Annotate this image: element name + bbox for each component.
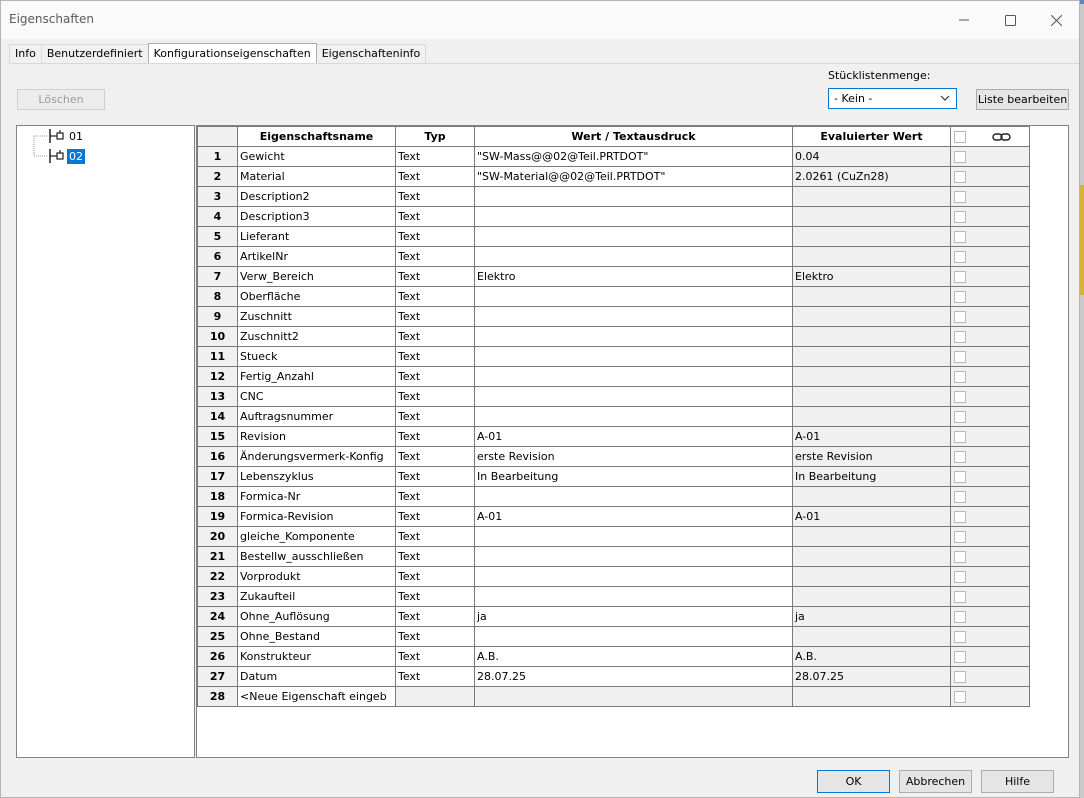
cell-value[interactable]: A-01: [475, 427, 793, 447]
table-row[interactable]: [198, 487, 1030, 507]
row-number: 4: [198, 207, 238, 227]
row-number: 25: [198, 627, 238, 647]
cell-evaluated: [793, 227, 951, 247]
link-checkbox[interactable]: [954, 191, 966, 203]
cell-value[interactable]: A.B.: [475, 647, 793, 667]
cell-link: [951, 647, 1030, 667]
cell-value[interactable]: [475, 327, 793, 347]
cell-type[interactable]: Text: [396, 527, 475, 547]
cell-link: [951, 527, 1030, 547]
cell-value[interactable]: A-01: [475, 507, 793, 527]
link-checkbox[interactable]: [954, 411, 966, 423]
cell-value[interactable]: ja: [475, 607, 793, 627]
cell-property-name[interactable]: Formica-Nr: [238, 487, 396, 507]
cell-type[interactable]: Text: [396, 287, 475, 307]
link-checkbox[interactable]: [954, 351, 966, 363]
cell-value[interactable]: [475, 407, 793, 427]
maximize-icon[interactable]: [987, 1, 1033, 39]
cell-property-name[interactable]: Gewicht: [238, 147, 396, 167]
row-number: 23: [198, 587, 238, 607]
cell-value[interactable]: [475, 247, 793, 267]
table-row[interactable]: [198, 367, 1030, 387]
cell-type[interactable]: [396, 687, 475, 707]
link-checkbox[interactable]: [954, 171, 966, 183]
help-button[interactable]: Hilfe: [981, 770, 1054, 793]
cell-type[interactable]: Text: [396, 667, 475, 687]
cell-property-name[interactable]: Vorprodukt: [238, 567, 396, 587]
configuration-tree: [16, 125, 195, 758]
cell-evaluated: [793, 407, 951, 427]
cell-value[interactable]: [475, 567, 793, 587]
row-number: 28: [198, 687, 238, 707]
edit-list-button[interactable]: Liste bearbeiten: [976, 89, 1069, 110]
table-row[interactable]: [198, 667, 1030, 687]
cell-type[interactable]: Text: [396, 647, 475, 667]
link-checkbox[interactable]: [954, 311, 966, 323]
cell-property-name[interactable]: Zuschnitt2: [238, 327, 396, 347]
cell-type[interactable]: Text: [396, 247, 475, 267]
cell-value[interactable]: erste Revision: [475, 447, 793, 467]
cell-evaluated: In Bearbeitung: [793, 467, 951, 487]
cell-evaluated: [793, 327, 951, 347]
row-number: 13: [198, 387, 238, 407]
cell-property-name[interactable]: Lebenszyklus: [238, 467, 396, 487]
row-number: 15: [198, 427, 238, 447]
link-checkbox[interactable]: [954, 371, 966, 383]
cell-value[interactable]: [475, 367, 793, 387]
header-type[interactable]: Typ: [396, 127, 475, 147]
link-checkbox[interactable]: [954, 691, 966, 703]
cell-type[interactable]: Text: [396, 487, 475, 507]
table-row[interactable]: [198, 247, 1030, 267]
cell-evaluated: A.B.: [793, 647, 951, 667]
cell-property-name[interactable]: Material: [238, 167, 396, 187]
cell-value[interactable]: [475, 287, 793, 307]
table-row[interactable]: [198, 607, 1030, 627]
cell-property-name[interactable]: Änderungsvermerk-Konfig: [238, 447, 396, 467]
table-row[interactable]: [198, 467, 1030, 487]
row-number: 20: [198, 527, 238, 547]
tab-benutzerdefiniert[interactable]: Benutzerdefiniert: [41, 44, 149, 64]
cell-property-name[interactable]: Description3: [238, 207, 396, 227]
cell-type[interactable]: Text: [396, 467, 475, 487]
tree-item-label: 01: [69, 129, 83, 143]
window-controls: [941, 1, 1079, 39]
link-icon: [992, 131, 1012, 143]
cell-type[interactable]: Text: [396, 547, 475, 567]
link-checkbox[interactable]: [954, 571, 966, 583]
cell-value[interactable]: [475, 307, 793, 327]
row-number: 24: [198, 607, 238, 627]
properties-table: [197, 126, 1030, 707]
cell-property-name[interactable]: Description2: [238, 187, 396, 207]
cell-link: [951, 627, 1030, 647]
row-number: 10: [198, 327, 238, 347]
link-checkbox[interactable]: [954, 611, 966, 623]
header-link: [951, 127, 1030, 147]
cell-link: [951, 567, 1030, 587]
cell-link: [951, 507, 1030, 527]
cell-property-name[interactable]: Fertig_Anzahl: [238, 367, 396, 387]
cell-link: [951, 667, 1030, 687]
row-number: 14: [198, 407, 238, 427]
cell-type[interactable]: Text: [396, 227, 475, 247]
table-row[interactable]: [198, 587, 1030, 607]
row-number: 7: [198, 267, 238, 287]
cell-value[interactable]: [475, 347, 793, 367]
cell-type[interactable]: Text: [396, 587, 475, 607]
grid-corner: [198, 127, 238, 147]
cell-property-name[interactable]: Bestellw_ausschließen: [238, 547, 396, 567]
row-number: 27: [198, 667, 238, 687]
cell-link: [951, 187, 1030, 207]
row-number: 17: [198, 467, 238, 487]
cell-evaluated: [793, 567, 951, 587]
tab-info[interactable]: Info: [9, 44, 42, 64]
tree-item-01[interactable]: [47, 128, 85, 144]
tree-item-02[interactable]: [47, 148, 85, 164]
cell-type[interactable]: Text: [396, 207, 475, 227]
link-checkbox[interactable]: [954, 471, 966, 483]
cell-link: [951, 227, 1030, 247]
cell-evaluated: [793, 587, 951, 607]
header-property-name[interactable]: Eigenschaftsname: [238, 127, 396, 147]
tab-eigenschafteninfo[interactable]: Eigenschafteninfo: [316, 44, 427, 64]
properties-grid: [196, 125, 1069, 758]
cell-value[interactable]: "SW-Material@@02@Teil.PRTDOT": [475, 167, 793, 187]
cell-type[interactable]: Text: [396, 607, 475, 627]
row-number: 9: [198, 307, 238, 327]
header-evaluated[interactable]: Evaluierter Wert: [793, 127, 951, 147]
row-number: 18: [198, 487, 238, 507]
cell-link: [951, 487, 1030, 507]
link-checkbox[interactable]: [954, 431, 966, 443]
cell-property-name[interactable]: Zuschnitt: [238, 307, 396, 327]
select-all-checkbox[interactable]: [954, 131, 966, 143]
table-row[interactable]: [198, 647, 1030, 667]
cell-link: [951, 347, 1030, 367]
bom-quantity-label: Stücklistenmenge:: [828, 69, 931, 82]
cell-evaluated: [793, 367, 951, 387]
close-icon[interactable]: [1033, 1, 1079, 39]
cell-value[interactable]: [475, 627, 793, 647]
cell-property-name[interactable]: Formica-Revision: [238, 507, 396, 527]
cell-type[interactable]: Text: [396, 407, 475, 427]
cell-type[interactable]: Text: [396, 147, 475, 167]
grid-header-row: [198, 127, 1030, 147]
tab-konfigurationseigenschaften[interactable]: Konfigurationseigenschaften: [148, 43, 317, 64]
cell-value[interactable]: [475, 387, 793, 407]
cell-evaluated: [793, 307, 951, 327]
link-checkbox[interactable]: [954, 651, 966, 663]
cell-value[interactable]: [475, 207, 793, 227]
cell-evaluated: ja: [793, 607, 951, 627]
cell-evaluated: [793, 347, 951, 367]
table-row[interactable]: [198, 567, 1030, 587]
cell-type[interactable]: Text: [396, 567, 475, 587]
cell-value[interactable]: 28.07.25: [475, 667, 793, 687]
cell-evaluated: 2.0261 (CuZn28): [793, 167, 951, 187]
bom-quantity-value: - Kein -: [834, 92, 873, 105]
cell-type[interactable]: Text: [396, 347, 475, 367]
link-checkbox[interactable]: [954, 551, 966, 563]
link-checkbox[interactable]: [954, 451, 966, 463]
tree-item-label: 02: [69, 149, 83, 163]
row-number: 12: [198, 367, 238, 387]
link-checkbox[interactable]: [954, 251, 966, 263]
link-checkbox[interactable]: [954, 151, 966, 163]
cell-link: [951, 387, 1030, 407]
cell-type[interactable]: Text: [396, 427, 475, 447]
link-checkbox[interactable]: [954, 671, 966, 683]
cell-link: [951, 367, 1030, 387]
cell-link: [951, 587, 1030, 607]
cell-type[interactable]: Text: [396, 507, 475, 527]
cell-value[interactable]: Elektro: [475, 267, 793, 287]
link-checkbox[interactable]: [954, 211, 966, 223]
cell-link: [951, 447, 1030, 467]
cell-property-name[interactable]: Ohne_Bestand: [238, 627, 396, 647]
cell-value[interactable]: [475, 587, 793, 607]
cell-link: [951, 427, 1030, 447]
cell-evaluated: erste Revision: [793, 447, 951, 467]
cell-link: [951, 147, 1030, 167]
row-number: 6: [198, 247, 238, 267]
row-number: 22: [198, 567, 238, 587]
link-checkbox[interactable]: [954, 511, 966, 523]
cell-value[interactable]: "SW-Mass@@02@Teil.PRTDOT": [475, 147, 793, 167]
table-row[interactable]: [198, 687, 1030, 707]
cell-evaluated: [793, 547, 951, 567]
cell-evaluated: [793, 387, 951, 407]
cell-type[interactable]: Text: [396, 327, 475, 347]
cell-property-name[interactable]: <Neue Eigenschaft eingeb: [238, 687, 396, 707]
link-checkbox[interactable]: [954, 531, 966, 543]
cell-link: [951, 547, 1030, 567]
title-bar[interactable]: [1, 1, 1079, 39]
delete-button[interactable]: Löschen: [17, 89, 105, 110]
tab-strip: [9, 44, 425, 64]
cell-type[interactable]: Text: [396, 167, 475, 187]
link-checkbox[interactable]: [954, 331, 966, 343]
table-row[interactable]: [198, 507, 1030, 527]
link-checkbox[interactable]: [954, 271, 966, 283]
cell-value[interactable]: [475, 547, 793, 567]
cell-evaluated: [793, 627, 951, 647]
cell-evaluated: 28.07.25: [793, 667, 951, 687]
bom-quantity-select[interactable]: [828, 88, 957, 109]
cell-property-name[interactable]: Zukaufteil: [238, 587, 396, 607]
config-tree-icon: [47, 148, 67, 164]
cell-link: [951, 467, 1030, 487]
cell-evaluated: [793, 687, 951, 707]
row-number: 3: [198, 187, 238, 207]
cell-evaluated: [793, 187, 951, 207]
link-checkbox[interactable]: [954, 231, 966, 243]
cell-property-name[interactable]: Konstrukteur: [238, 647, 396, 667]
header-value[interactable]: Wert / Textausdruck: [475, 127, 793, 147]
table-row[interactable]: [198, 547, 1030, 567]
cell-link: [951, 287, 1030, 307]
link-checkbox[interactable]: [954, 591, 966, 603]
cell-link: [951, 687, 1030, 707]
link-checkbox[interactable]: [954, 291, 966, 303]
cell-type[interactable]: Text: [396, 387, 475, 407]
cell-type[interactable]: Text: [396, 367, 475, 387]
link-checkbox[interactable]: [954, 491, 966, 503]
cell-property-name[interactable]: Datum: [238, 667, 396, 687]
link-checkbox[interactable]: [954, 391, 966, 403]
cell-value[interactable]: [475, 227, 793, 247]
cell-link: [951, 167, 1030, 187]
row-number: 11: [198, 347, 238, 367]
table-row[interactable]: [198, 307, 1030, 327]
cell-link: [951, 327, 1030, 347]
cell-evaluated: [793, 287, 951, 307]
cell-evaluated: [793, 207, 951, 227]
cell-property-name[interactable]: Auftragsnummer: [238, 407, 396, 427]
row-number: 5: [198, 227, 238, 247]
table-row[interactable]: [198, 527, 1030, 547]
table-row[interactable]: [198, 327, 1030, 347]
cell-type[interactable]: Text: [396, 627, 475, 647]
cell-value[interactable]: [475, 187, 793, 207]
cell-property-name[interactable]: CNC: [238, 387, 396, 407]
cell-evaluated: [793, 527, 951, 547]
row-number: 8: [198, 287, 238, 307]
table-row[interactable]: [198, 427, 1030, 447]
cell-type[interactable]: Text: [396, 267, 475, 287]
table-row[interactable]: [198, 227, 1030, 247]
row-number: 1: [198, 147, 238, 167]
cell-property-name[interactable]: ArtikelNr: [238, 247, 396, 267]
row-number: 2: [198, 167, 238, 187]
row-number: 19: [198, 507, 238, 527]
cell-property-name[interactable]: Oberfläche: [238, 287, 396, 307]
chevron-down-icon: [940, 92, 950, 104]
table-row[interactable]: [198, 267, 1030, 287]
cell-type[interactable]: Text: [396, 307, 475, 327]
grid-body: [198, 147, 1030, 707]
cell-link: [951, 267, 1030, 287]
table-row[interactable]: [198, 387, 1030, 407]
cell-property-name[interactable]: Revision: [238, 427, 396, 447]
row-number: 16: [198, 447, 238, 467]
cell-evaluated: 0.04: [793, 147, 951, 167]
table-row[interactable]: [198, 627, 1030, 647]
cell-evaluated: A-01: [793, 507, 951, 527]
cell-link: [951, 307, 1030, 327]
table-row[interactable]: [198, 347, 1030, 367]
table-row[interactable]: [198, 207, 1030, 227]
row-number: 26: [198, 647, 238, 667]
cell-value[interactable]: In Bearbeitung: [475, 467, 793, 487]
cell-link: [951, 607, 1030, 627]
cell-property-name[interactable]: Lieferant: [238, 227, 396, 247]
cell-value[interactable]: [475, 527, 793, 547]
table-row[interactable]: [198, 287, 1030, 307]
table-row[interactable]: [198, 407, 1030, 427]
table-row[interactable]: [198, 187, 1030, 207]
cell-type[interactable]: Text: [396, 447, 475, 467]
ok-button[interactable]: OK: [817, 770, 890, 793]
cell-value[interactable]: [475, 487, 793, 507]
row-number: 21: [198, 547, 238, 567]
cell-type[interactable]: Text: [396, 187, 475, 207]
cell-property-name[interactable]: Verw_Bereich: [238, 267, 396, 287]
cancel-button[interactable]: Abbrechen: [899, 770, 972, 793]
cell-value[interactable]: [475, 687, 793, 707]
cell-evaluated: A-01: [793, 427, 951, 447]
cell-evaluated: [793, 487, 951, 507]
cell-property-name[interactable]: gleiche_Komponente: [238, 527, 396, 547]
cell-property-name[interactable]: Stueck: [238, 347, 396, 367]
link-checkbox[interactable]: [954, 631, 966, 643]
cell-property-name[interactable]: Ohne_Auflösung: [238, 607, 396, 627]
minimize-icon[interactable]: [941, 1, 987, 39]
cell-link: [951, 407, 1030, 427]
cell-evaluated: [793, 247, 951, 267]
cell-evaluated: Elektro: [793, 267, 951, 287]
cell-link: [951, 247, 1030, 267]
table-row[interactable]: [198, 147, 1030, 167]
table-row[interactable]: [198, 167, 1030, 187]
table-row[interactable]: [198, 447, 1030, 467]
window-title: Eigenschaften: [9, 12, 95, 26]
cell-link: [951, 207, 1030, 227]
config-tree-icon: [47, 128, 67, 144]
